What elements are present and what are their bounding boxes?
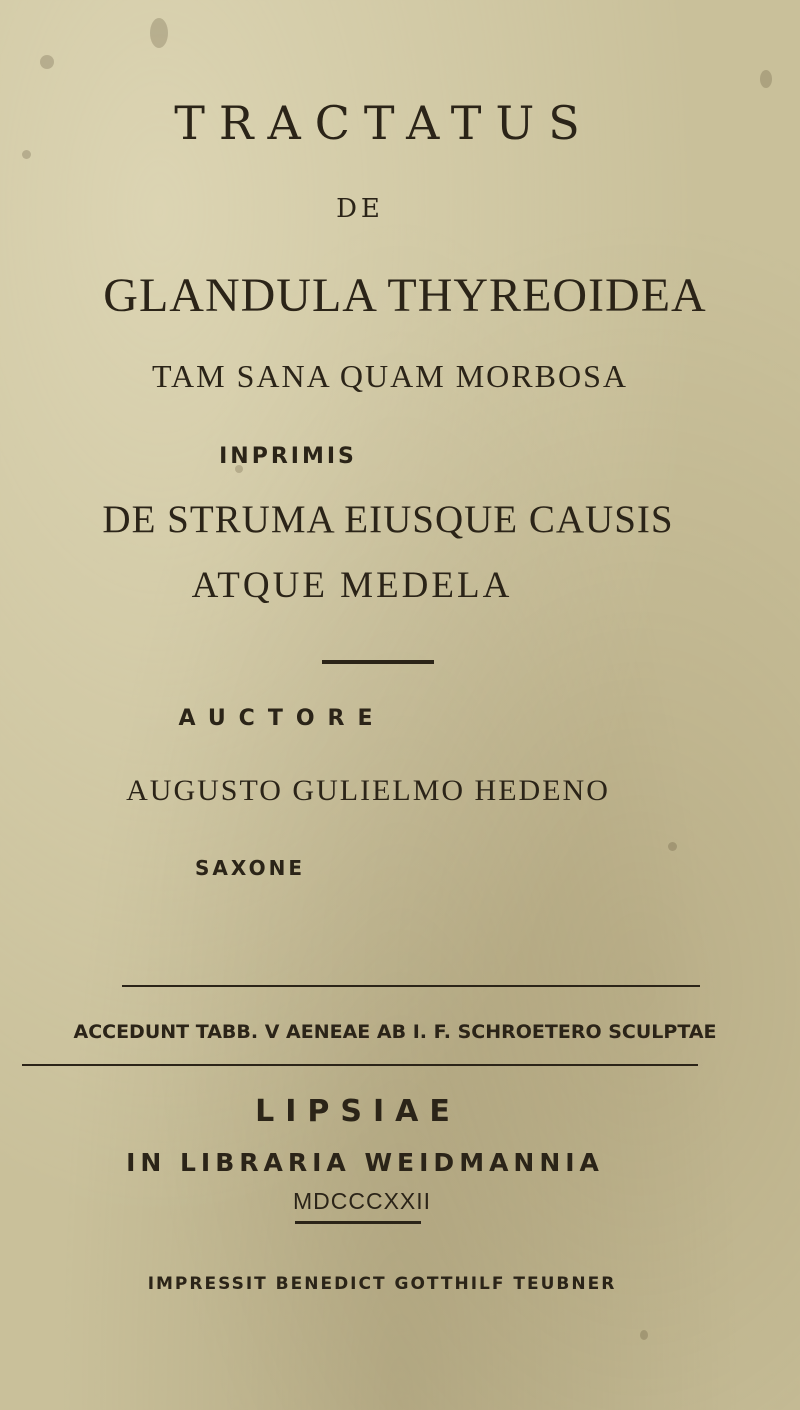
topic-line-1: DE STRUMA EIUSQUE CAUSIS <box>102 498 674 541</box>
divider-rule <box>122 985 700 987</box>
publication-city: LIPSIAE <box>255 1094 461 1129</box>
stain-mark <box>150 18 168 48</box>
plates-note: ACCEDUNT TABB. V AENEAE AB I. F. SCHROETERO SCULPTAE <box>73 1021 717 1043</box>
stain-mark <box>760 70 772 88</box>
author-origin: SAXONE <box>195 856 305 880</box>
author-name: AUGUSTO GULIELMO HEDENO <box>126 774 610 807</box>
publisher: IN LIBRARIA WEIDMANNIA <box>126 1148 604 1177</box>
printer-line: IMPRESSIT BENEDICT GOTTHILF TEUBNER <box>147 1274 617 1294</box>
divider-rule <box>295 1221 421 1224</box>
title-preposition: DE <box>336 194 384 224</box>
divider-rule <box>322 660 434 664</box>
book-title: TRACTATUS <box>174 96 594 150</box>
stain-mark <box>22 150 31 159</box>
topic-line-2: ATQUE MEDELA <box>191 565 513 606</box>
auctore-label: AUCTORE <box>178 706 386 731</box>
stain-mark <box>40 55 54 69</box>
stain-mark <box>668 842 677 851</box>
book-subject: GLANDULA THYREOIDEA <box>103 269 707 322</box>
inprimis-label: INPRIMIS <box>219 444 357 469</box>
book-qualifier: TAM SANA QUAM MORBOSA <box>152 358 628 394</box>
divider-rule <box>22 1064 698 1066</box>
publication-year: MDCCCXXII <box>292 1188 432 1214</box>
stain-mark <box>640 1330 648 1340</box>
